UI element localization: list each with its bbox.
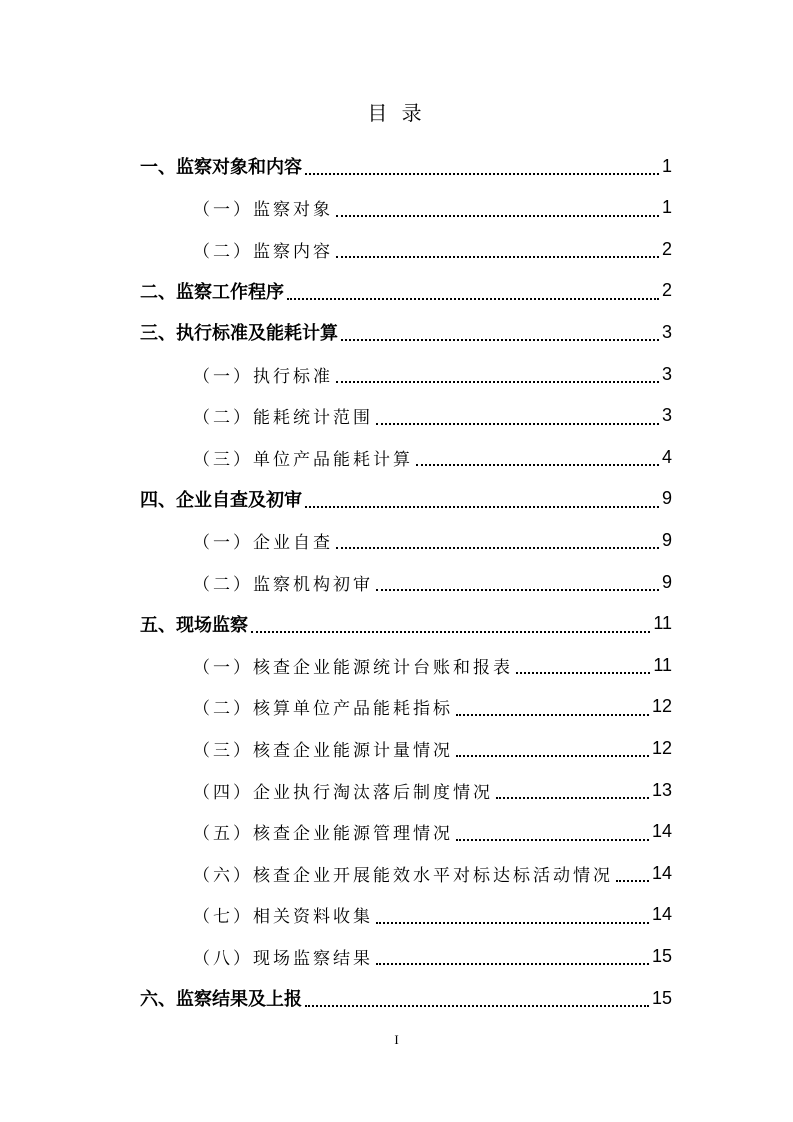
toc-dot-leader — [341, 339, 659, 341]
toc-entry-label: 六、监察结果及上报 — [140, 989, 302, 1010]
toc-chapter-entry[interactable] — [140, 978, 672, 1018]
toc-section-entry[interactable] — [193, 520, 672, 560]
page-title: 目 录 — [367, 101, 426, 125]
toc-entry-page-number: 4 — [661, 446, 672, 467]
toc-entry-page-number: 2 — [661, 280, 672, 301]
toc-section-entry[interactable] — [193, 687, 672, 727]
toc-entry-label: （一）执行标准 — [193, 366, 333, 387]
toc-entry-label: 三、执行标准及能耗计算 — [140, 323, 338, 345]
toc-entry-label: 一、监察对象和内容 — [140, 157, 302, 178]
toc-section-entry[interactable] — [193, 936, 672, 976]
toc-entry-page-number: 9 — [661, 529, 672, 550]
toc-dot-leader — [376, 922, 649, 924]
toc-dot-leader — [616, 880, 649, 882]
toc-entry-page-number: 3 — [661, 321, 672, 342]
toc-entry-label: （二）核算单位产品能耗指标 — [193, 699, 453, 720]
toc-section-entry[interactable] — [193, 770, 672, 810]
toc-section-entry[interactable] — [193, 229, 672, 269]
toc-dot-leader — [305, 173, 659, 175]
toc-chapter-entry[interactable] — [140, 146, 672, 186]
toc-entry-page-number: 13 — [651, 779, 672, 800]
toc-entry-page-number: 12 — [651, 737, 672, 758]
toc-entry-label: （三）单位产品能耗计算 — [193, 449, 413, 470]
toc-section-entry[interactable] — [193, 188, 672, 228]
toc-dot-leader — [456, 839, 649, 841]
page-number: I — [394, 1032, 399, 1047]
toc-chapter-entry[interactable] — [140, 312, 672, 352]
toc-entry-page-number: 3 — [661, 363, 672, 384]
toc-dot-leader — [251, 631, 650, 633]
toc-dot-leader — [336, 256, 659, 258]
toc-entry-label: （二）能耗统计范围 — [193, 408, 373, 429]
toc-section-entry[interactable] — [193, 895, 672, 935]
toc-section-entry[interactable] — [193, 728, 672, 768]
toc-entry-label: （二）监察机构初审 — [193, 574, 373, 595]
toc-entry-label: （八）现场监察结果 — [193, 948, 373, 969]
toc-section-entry[interactable] — [193, 354, 672, 394]
toc-section-entry[interactable] — [193, 645, 672, 685]
toc-dot-leader — [376, 589, 659, 591]
toc-chapter-entry[interactable] — [140, 271, 672, 311]
toc-entry-label: 四、企业自查及初审 — [140, 489, 302, 511]
toc-entry-page-number: 14 — [651, 821, 672, 842]
toc-entry-label: （四）企业执行淘汰落后制度情况 — [193, 782, 493, 803]
toc-dot-leader — [456, 755, 649, 757]
toc-entry-page-number: 9 — [661, 488, 672, 509]
toc-section-entry[interactable] — [193, 437, 672, 477]
toc-dot-leader — [336, 547, 659, 549]
toc-entry-label: 五、现场监察 — [140, 614, 248, 636]
toc-entry-page-number: 3 — [661, 405, 672, 426]
toc-entry-page-number: 14 — [651, 904, 672, 925]
toc-section-entry[interactable] — [193, 853, 672, 893]
toc-entry-page-number: 2 — [661, 238, 672, 259]
toc-entry-label: （一）监察对象 — [193, 200, 333, 221]
toc-dot-leader — [376, 963, 649, 965]
toc-entry-page-number: 1 — [661, 155, 672, 176]
toc-chapter-entry[interactable] — [140, 479, 672, 519]
toc-entry-page-number: 1 — [661, 197, 672, 218]
toc-dot-leader — [496, 797, 649, 799]
toc-entry-page-number: 14 — [651, 862, 672, 883]
toc-entry-label: （三）核查企业能源计量情况 — [193, 740, 453, 761]
toc-dot-leader — [336, 381, 659, 383]
toc-entry-page-number: 15 — [651, 987, 672, 1008]
toc-section-entry[interactable] — [193, 396, 672, 436]
toc-entry-page-number: 12 — [651, 696, 672, 717]
toc-dot-leader — [416, 464, 659, 466]
toc-dot-leader — [336, 215, 659, 217]
toc-dot-leader — [305, 1005, 649, 1007]
toc-entry-page-number: 11 — [653, 654, 672, 675]
toc-entry-page-number: 15 — [651, 945, 672, 966]
toc-entry-label: （六）核查企业开展能效水平对标达标活动情况 — [193, 865, 613, 886]
toc-section-entry[interactable] — [193, 812, 672, 852]
toc-entry-page-number: 9 — [661, 571, 672, 592]
toc-chapter-entry[interactable] — [140, 604, 672, 644]
toc-dot-leader — [305, 506, 659, 508]
toc-entry-label: （五）核查企业能源管理情况 — [193, 824, 453, 845]
toc-section-entry[interactable] — [193, 562, 672, 602]
toc-dot-leader — [287, 298, 659, 300]
toc-entry-label: （二）监察内容 — [193, 241, 333, 262]
toc-entry-label: （一）企业自查 — [193, 532, 333, 553]
toc-dot-leader — [376, 423, 659, 425]
toc-entry-label: （七）相关资料收集 — [193, 907, 373, 928]
toc-dot-leader — [516, 672, 650, 674]
toc-entry-label: 二、监察工作程序 — [140, 281, 284, 303]
toc-entry-page-number: 11 — [653, 613, 672, 634]
toc-entry-label: （一）核查企业能源统计台账和报表 — [193, 657, 513, 678]
toc-dot-leader — [456, 714, 649, 716]
